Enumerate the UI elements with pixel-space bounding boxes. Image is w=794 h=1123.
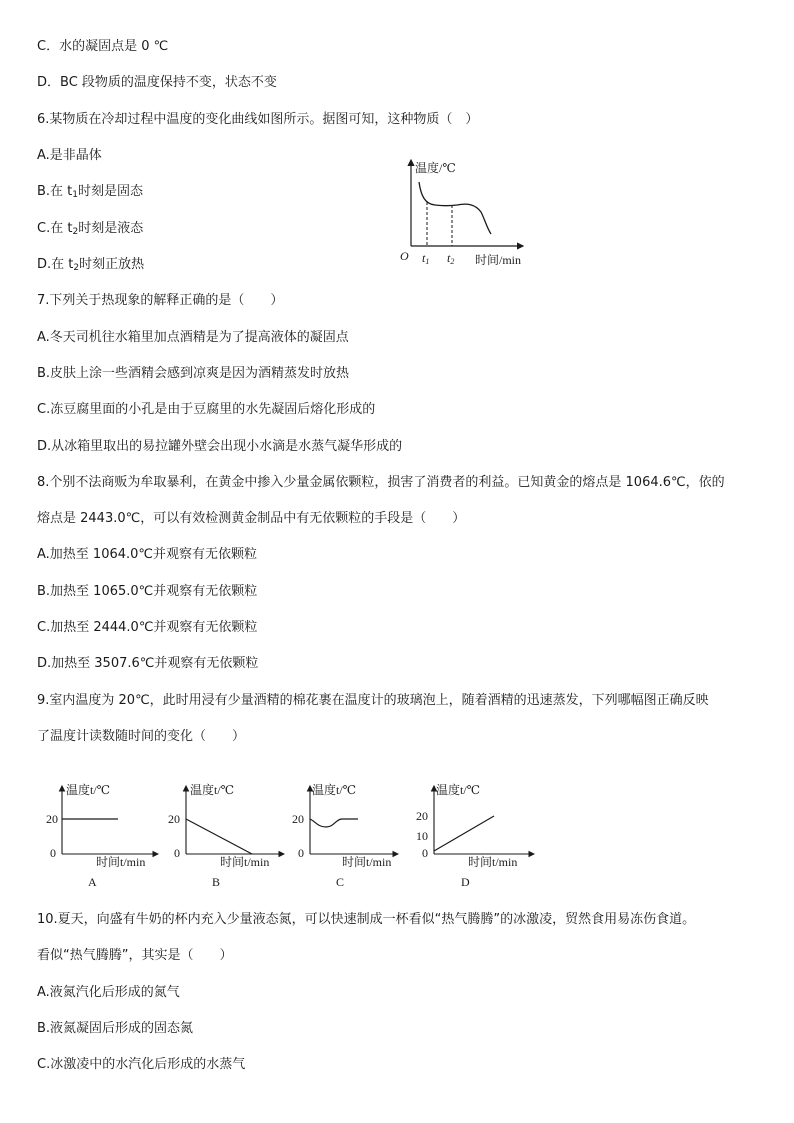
q9-label-d: D [461, 875, 470, 889]
q9-graphs-figure [40, 780, 540, 892]
q7-option-d: D.从冰箱里取出的易拉罐外壁会出现小水滴是水蒸气凝华形成的 [37, 439, 403, 454]
q6-option-a: A.是非晶体 [37, 148, 102, 163]
q9-d-line [434, 816, 494, 851]
svg-text:时间t/min: 时间t/min [468, 855, 518, 869]
q5-option-c: C．水的凝固点是 0 ℃ [37, 39, 169, 54]
q9-label-b: B [212, 875, 221, 889]
q6-y-label: 温度/℃ [415, 161, 456, 175]
q8-option-b: B.加热至 1065.0℃并观察有无依颗粒 [37, 584, 258, 599]
q7-option-c: C.冻豆腐里面的小孔是由于豆腐里的水先凝固后熔化形成的 [37, 402, 376, 417]
q5-option-d: D．BC 段物质的温度保持不变，状态不变 [37, 75, 277, 90]
q6-option-d: D.在 $t_2$时刻正放热 [37, 257, 145, 273]
svg-text:0: 0 [50, 846, 56, 860]
q10-stem-line1: 10.夏天，向盛有牛奶的杯内充入少量液态氮，可以快速制成一杯看似“热气腾腾”的冰激凌，贸然食用易冻伤食道。 [37, 912, 696, 927]
q7-stem: 7.下列关于热现象的解释正确的是（ ） [37, 293, 284, 308]
q10-stem-line2: 看似“热气腾腾”，其实是（ ） [37, 948, 233, 963]
q6-origin-label: O [400, 249, 409, 263]
svg-text:温度t/℃: 温度t/℃ [190, 783, 235, 797]
q9-stem-line1: 9.室内温度为 20℃，此时用浸有少量酒精的棉花裹在温度计的玻璃泡上，随着酒精的迅速蒸发，下列哪幅图正确反映 [37, 693, 709, 708]
q10-option-b: B.液氮凝固后形成的固态氮 [37, 1021, 194, 1036]
svg-text:时间t/min: 时间t/min [220, 855, 270, 869]
q8-option-d: D.加热至 3507.6℃并观察有无依颗粒 [37, 656, 259, 671]
q9-b-line [186, 819, 252, 854]
q6-t2-label: t2 [447, 251, 455, 266]
q6-option-c: C.在 $t_2$时刻是液态 [37, 221, 144, 237]
q8-stem-line1: 8.个别不法商贩为牟取暴利，在黄金中掺入少量金属依颗粒，损害了消费者的利益。已知黄金的熔点是 1064.6℃，依的 [37, 475, 725, 490]
q8-option-c: C.加热至 2444.0℃并观察有无依颗粒 [37, 620, 258, 635]
svg-text:20: 20 [292, 812, 304, 826]
q6-x-label: 时间/min [475, 253, 522, 267]
q6-cooling-curve [419, 182, 491, 234]
svg-text:20: 20 [416, 809, 428, 823]
svg-text:时间t/min: 时间t/min [342, 855, 392, 869]
q7-option-b: B.皮肤上涂一些酒精会感到凉爽是因为酒精蒸发时放热 [37, 366, 350, 381]
svg-text:0: 0 [174, 846, 180, 860]
q9-graph-d [416, 782, 534, 889]
q6-stem: 6.某物质在冷却过程中温度的变化曲线如图所示。据图可知，这种物质（ ） [37, 112, 479, 127]
q9-graph-c [292, 782, 398, 889]
svg-text:20: 20 [168, 812, 180, 826]
svg-text:20: 20 [46, 812, 58, 826]
q9-label-a: A [88, 875, 97, 889]
svg-text:0: 0 [422, 846, 428, 860]
q9-graph-a [46, 782, 158, 889]
svg-text:温度t/℃: 温度t/℃ [436, 783, 481, 797]
svg-text:温度t/℃: 温度t/℃ [66, 783, 111, 797]
q9-label-c: C [336, 875, 345, 889]
svg-text:0: 0 [298, 846, 304, 860]
q7-option-a: A.冬天司机往水箱里加点酒精是为了提高液体的凝固点 [37, 330, 349, 345]
q6-option-b: B.在 $t_1$时刻是固态 [37, 184, 144, 200]
q6-cooling-curve-figure [395, 152, 535, 270]
q6-t1-label: t1 [422, 251, 430, 266]
q9-stem-line2: 了温度计读数随时间的变化（ ） [37, 729, 246, 744]
q8-stem-line2: 熔点是 2443.0℃，可以有效检测黄金制品中有无依颗粒的手段是（ ） [37, 511, 466, 526]
q8-option-a: A.加热至 1064.0℃并观察有无依颗粒 [37, 547, 258, 562]
q10-option-c: C.冰激凌中的水汽化后形成的水蒸气 [37, 1057, 246, 1072]
svg-text:10: 10 [416, 829, 428, 843]
svg-text:温度t/℃: 温度t/℃ [312, 783, 357, 797]
q10-option-a: A.液氮汽化后形成的氮气 [37, 985, 180, 1000]
svg-text:时间t/min: 时间t/min [96, 855, 146, 869]
q9-graph-b [168, 782, 284, 889]
q9-c-curve [310, 819, 358, 827]
